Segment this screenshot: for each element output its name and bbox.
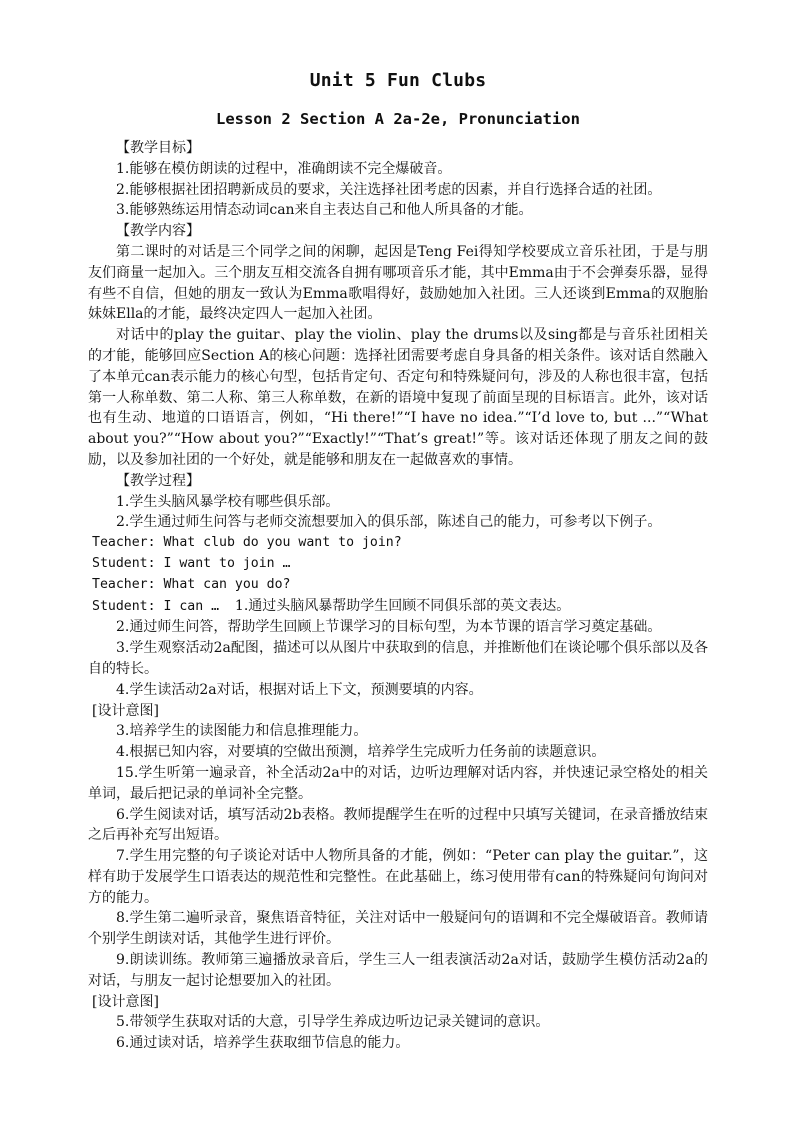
process-item: 3.培养学生的读图能力和信息推理能力。: [116, 723, 368, 740]
process-item: 2.学生通过师生问答与老师交流想要加入的俱乐部，陈述自己的能力，可参考以下例子。: [116, 514, 662, 531]
dialogue-line: Student: I want to join …: [92, 555, 291, 571]
document-title: Unit 5 Fun Clubs: [309, 70, 487, 91]
process-item: 7.学生用完整的句子谈论对话中人物所具备的才能，例如：“Peter can play the guitar.”，这样有助于发展学生口语表达的规范性和完整性。在此基础上，练习使用带有can的特殊疑问句询问对方的能力。: [88, 848, 708, 906]
lesson-subtitle: Lesson 2 Section A 2a-2e, Pronunciation: [216, 110, 580, 128]
process-item: 8.学生第二遍听录音，聚焦语音特征，关注对话中一般疑问句的语调和不完全爆破语音。教师请个别学生朗读对话，其他学生进行评价。: [88, 910, 708, 948]
dialogue-line: Teacher: What club do you want to join?: [92, 535, 402, 551]
design-note: 1.通过头脑风暴帮助学生回顾不同俱乐部的英文表达。: [234, 597, 571, 614]
dialogue-line-with-note: [88, 596, 708, 618]
process-item: 4.学生读活动2a对话，根据对话上下文，预测要填的内容。: [116, 681, 483, 698]
content-heading: 【教学内容】: [116, 223, 200, 240]
content-paragraph: 对话中的play the guitar、play the violin、play the drums以及sing都是与音乐社团相关的才能，能够回应Section A的核心问题：选择社团需要考虑自身具备的相关条件。该对话自然融入了本单元can表示能力的核心句型，包括肯定句、否定句和特殊疑问句，涉及的人称也很丰富，包括第一人称单数、第二人称、第三人称单数，在新的语境中复现了前面呈现的目标语言。此外，该对话也有生动、地道的口语语言，例如，“Hi there!”“I have no idea.”“I’d love to, but ...”“What about you?”“How about you?”“Exactly!”“That’s great!”等。该对话还体现了朋友之间的鼓励，以及参加社团的一个好处，就是能够和朋友在一起做喜欢的事情。: [88, 327, 708, 468]
process-item: 9.朗读训练。教师第三遍播放录音后，学生三人一组表演活动2a对话，鼓励学生模仿活动2a的对话，与朋友一起讨论想要加入的社团。: [88, 952, 708, 989]
dialogue-student-reply: Student: I can …: [92, 598, 235, 614]
design-intent-label: [设计意图]: [92, 993, 159, 1010]
process-heading: 【教学过程】: [116, 472, 200, 489]
process-item: 4.根据已知内容，对要填的空做出预测，培养学生完成听力任务前的读题意识。: [116, 744, 606, 761]
goals-heading: 【教学目标】: [116, 140, 200, 156]
goal-item: 1.能够在模仿朗读的过程中，准确朗读不完全爆破音。: [116, 160, 452, 177]
goal-item: 3.能够熟练运用情态动词can来自主表达自己和他人所具备的才能。: [116, 202, 533, 219]
process-item: 6.学生阅读对话，填写活动2b表格。教师提醒学生在听的过程中只填写关键词，在录音播放结束之后再补充写出短语。: [88, 806, 708, 844]
process-item: 1.学生头脑风暴学校有哪些俱乐部。: [116, 493, 340, 510]
dialogue-line: Teacher: What can you do?: [92, 576, 291, 592]
process-item: 15.学生听第一遍录音，补全活动2a中的对话，边听边理解对话内容，并快速记录空格处的相关单词，最后把记录的单词补全完整。: [88, 764, 708, 802]
goal-item: 2.能够根据社团招聘新成员的要求，关注选择社团考虑的因素，并自行选择合适的社团。: [116, 181, 662, 198]
process-item: 6.通过读对话，培养学生获取细节信息的能力。: [116, 1035, 410, 1052]
content-paragraph: 第二课时的对话是三个同学之间的闲聊，起因是Teng Fei得知学校要成立音乐社团，于是与朋友们商量一起加入。三个朋友互相交流各自拥有哪项音乐才能，其中Emma由于不会弹奏乐器，显得有些不自信，但她的朋友一致认为Emma歌唱得好，鼓励她加入社团。三人还谈到Emma的双胞胎妹妹Ella的才能，最终决定四人一起加入社团。: [88, 243, 708, 323]
process-item: 2.通过师生问答，帮助学生回顾上节课学习的目标句型，为本节课的语言学习奠定基础。: [116, 619, 662, 636]
process-item: 3.学生观察活动2a配图，描述可以从图片中获取到的信息，并推断他们在谈论哪个俱乐部以及各自的特长。: [88, 640, 708, 677]
design-intent-label: [设计意图]: [92, 702, 159, 719]
process-item: 5.带领学生获取对话的大意，引导学生养成边听边记录关键词的意识。: [116, 1014, 550, 1031]
